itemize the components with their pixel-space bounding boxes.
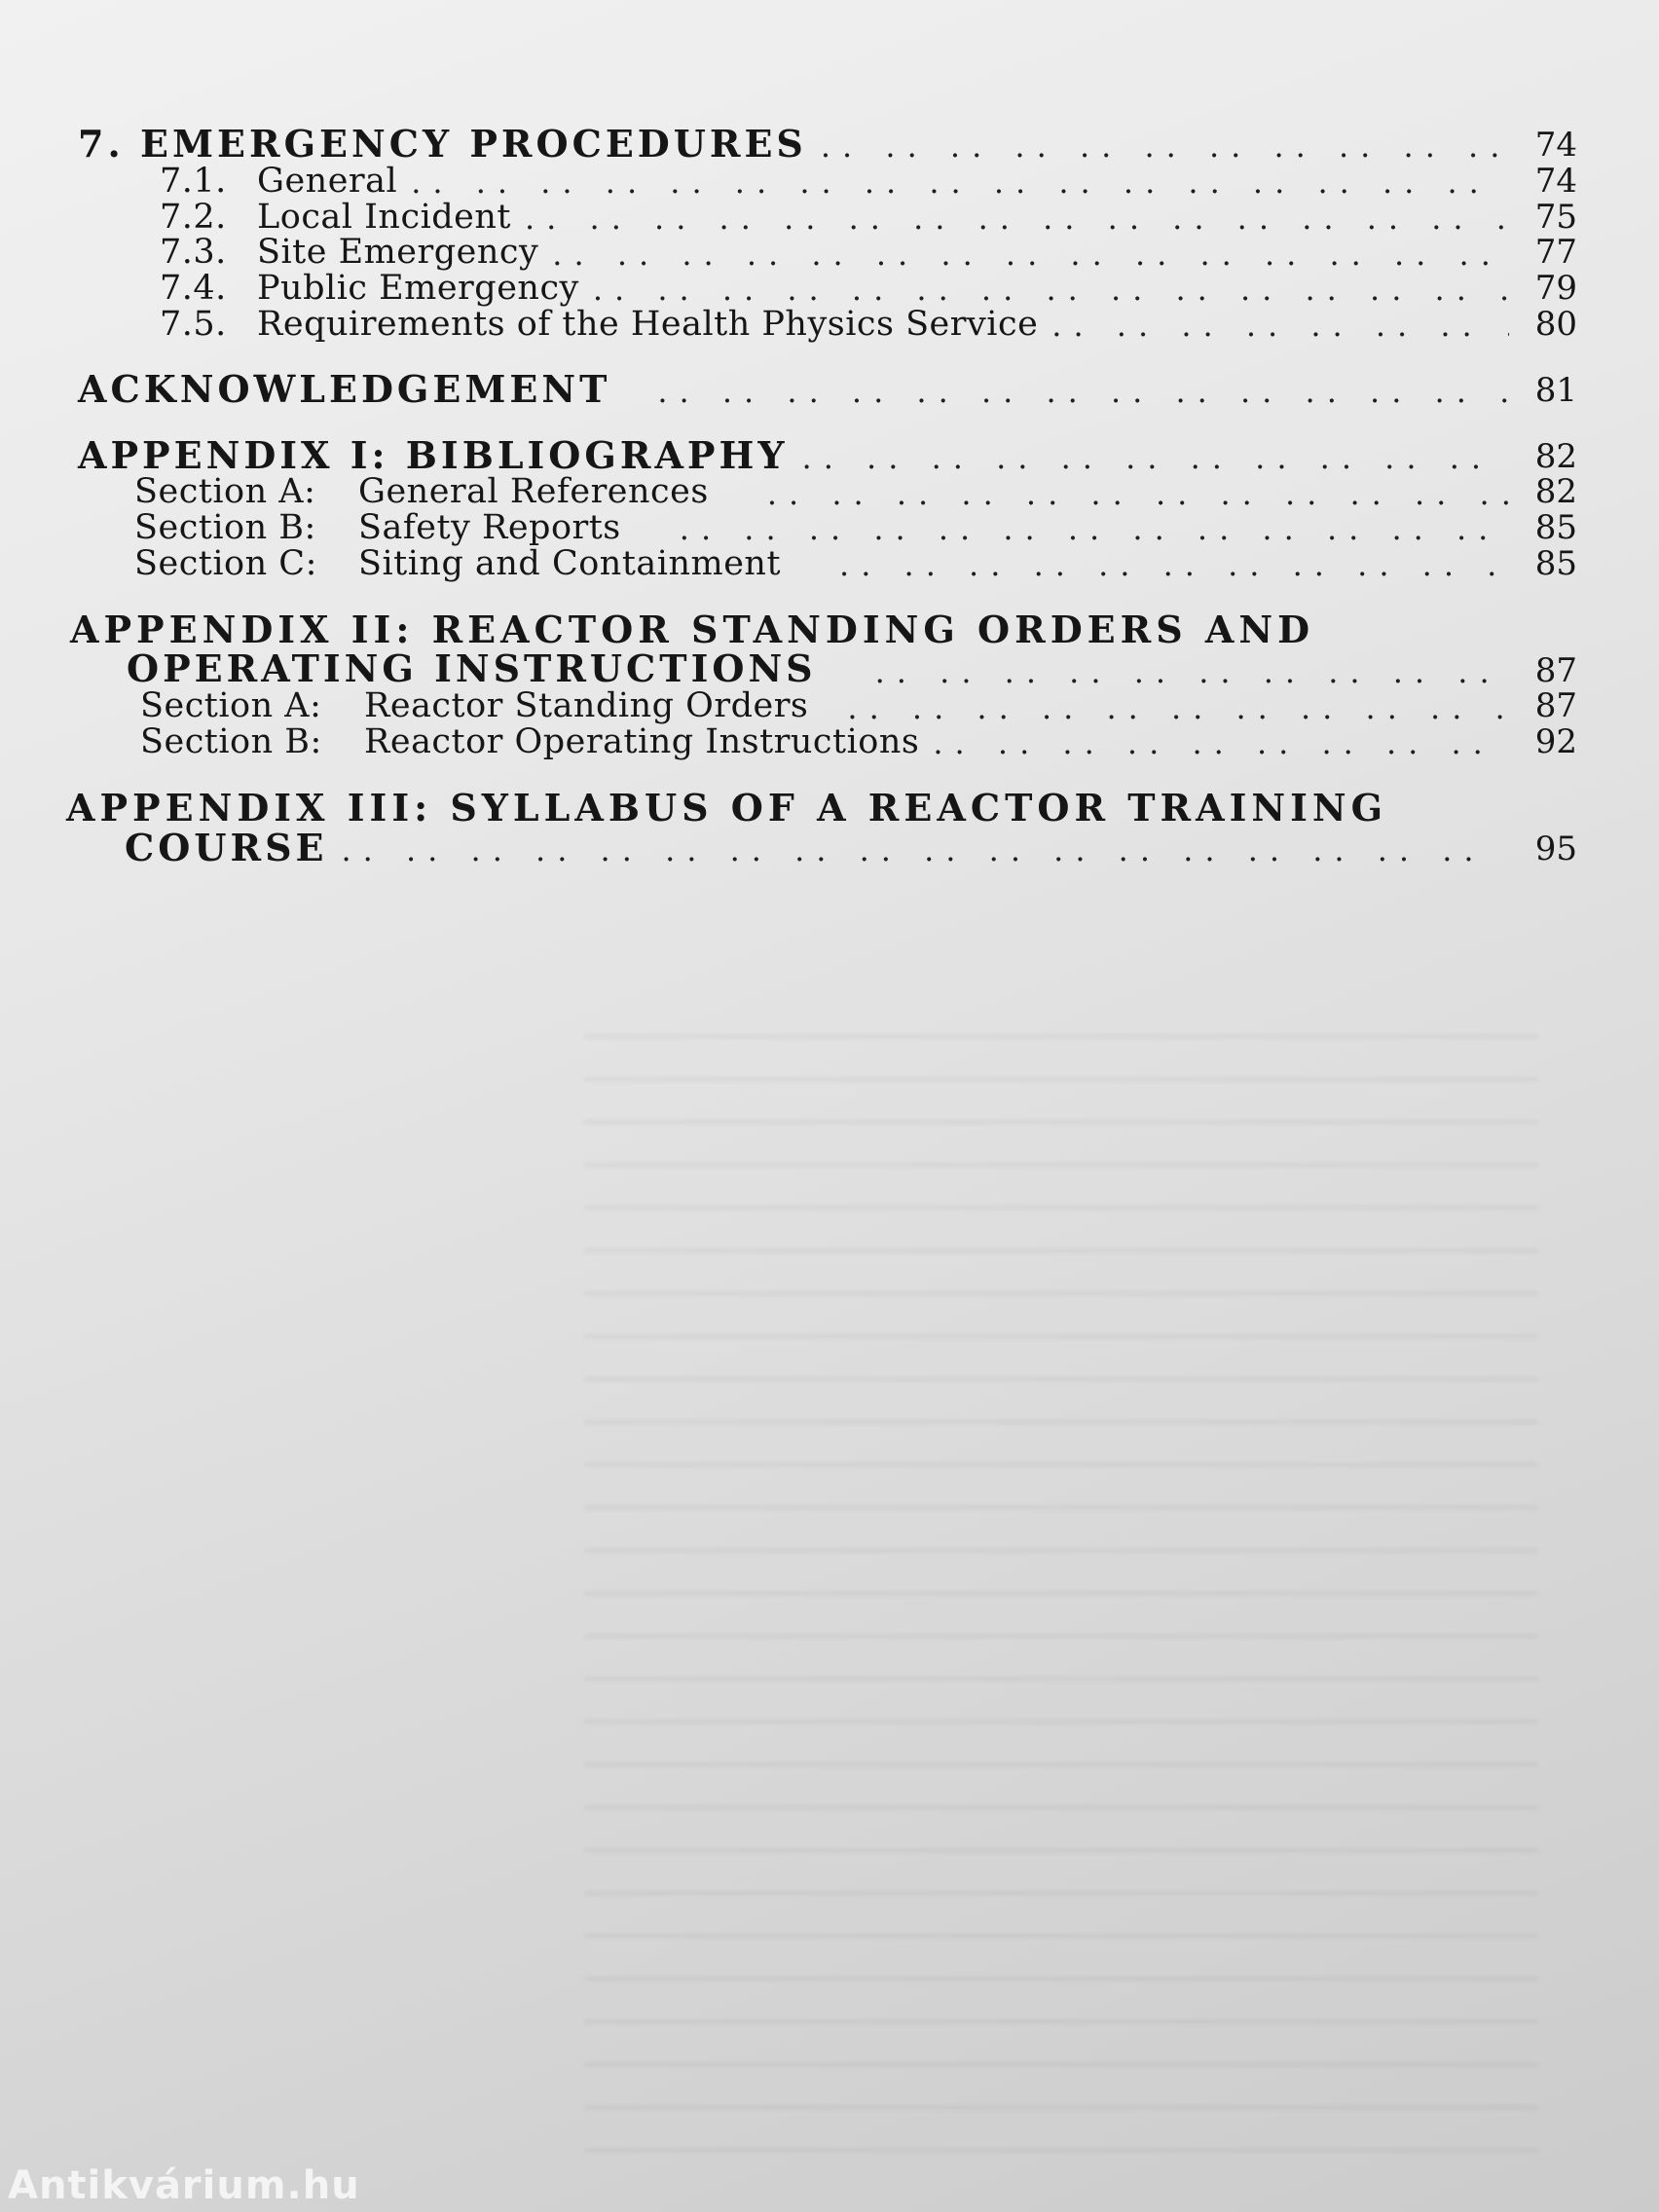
heading-title-line-1: APPENDIX II: REACTOR STANDING ORDERS AND	[70, 607, 1315, 651]
section-title: General References	[358, 472, 709, 512]
dot-leader	[1051, 310, 1509, 343]
page-number: 85	[1534, 508, 1577, 548]
section-label: Section C:	[134, 543, 317, 583]
section-number: 7.3.	[160, 233, 227, 273]
page-number: 74	[1534, 126, 1577, 166]
page-number: 81	[1534, 370, 1577, 410]
section-number: 7.4.	[160, 269, 227, 309]
toc-entry-appendix-1	[78, 432, 1577, 477]
heading-title: ACKNOWLEDGEMENT	[78, 366, 611, 411]
toc-entry-app2-section-b	[140, 724, 1577, 760]
dot-leader	[657, 376, 1509, 409]
watermark: Antikvárium.hu	[8, 2163, 360, 2208]
page-number: 80	[1534, 304, 1577, 344]
page-number: 79	[1534, 269, 1577, 309]
dot-leader	[680, 513, 1509, 546]
section-number: 7.1.	[160, 161, 227, 201]
page-number: 85	[1534, 543, 1577, 583]
toc-entry-7-2	[160, 197, 1577, 237]
section-label: Section B:	[134, 508, 316, 548]
heading-title-line-2: OPERATING INSTRUCTIONS	[127, 646, 817, 691]
toc-entry-app1-section-a	[134, 474, 1577, 510]
dot-leader	[821, 130, 1509, 164]
section-title: Reactor Operating Instructions	[364, 722, 920, 762]
dot-leader	[411, 166, 1509, 200]
section-label: Section B:	[140, 722, 322, 762]
dot-leader	[875, 656, 1509, 689]
page-number: 87	[1534, 686, 1577, 726]
toc-entry-7-4	[160, 271, 1577, 307]
section-title: Site Emergency	[257, 233, 539, 273]
heading-title-line-1: APPENDIX III: SYLLABUS OF A REACTOR TRAINING	[66, 785, 1388, 830]
dot-leader	[839, 549, 1509, 582]
toc-entry-appendix-2	[70, 607, 1577, 691]
heading-title-line-2: COURSE	[125, 825, 328, 869]
page-number: 74	[1534, 161, 1577, 201]
page-number: 82	[1534, 436, 1577, 476]
appendix-1-items	[78, 474, 1577, 581]
page-number: 75	[1534, 197, 1577, 237]
section-label: Section A:	[134, 472, 316, 512]
table-of-contents	[66, 122, 1577, 869]
page-number: 92	[1534, 722, 1577, 762]
toc-entry-app1-section-c	[134, 543, 1577, 583]
dot-leader	[767, 478, 1509, 511]
page-number: 77	[1534, 233, 1577, 273]
dot-leader	[933, 727, 1509, 760]
dot-leader	[593, 274, 1509, 307]
chapter-7-items	[78, 161, 1577, 344]
section-title: Safety Reports	[358, 508, 621, 548]
section-title: General	[257, 161, 398, 201]
toc-entry-acknowledgement	[78, 366, 1577, 411]
section-title: Reactor Standing Orders	[364, 686, 809, 726]
page-number: 87	[1534, 650, 1577, 690]
toc-entry-chapter-7	[78, 122, 1577, 166]
toc-entry-appendix-3	[66, 785, 1577, 869]
page-number: 95	[1534, 829, 1577, 868]
heading-title: APPENDIX I: BIBLIOGRAPHY	[78, 432, 789, 477]
chapter-number: 7.	[78, 122, 125, 166]
section-title: Public Emergency	[257, 269, 579, 309]
bleed-through-text	[584, 1032, 1538, 2152]
section-title: Requirements of the Health Physics Service	[257, 304, 1039, 344]
section-number: 7.2.	[160, 197, 227, 237]
toc-entry-7-5	[160, 304, 1577, 344]
toc-entry-app1-section-b	[134, 510, 1577, 546]
chapter-title: EMERGENCY PROCEDURES	[140, 122, 807, 166]
dot-leader	[552, 239, 1509, 272]
dot-leader	[802, 442, 1509, 475]
section-title: Local Incident	[257, 197, 511, 237]
section-number: 7.5.	[160, 304, 227, 344]
section-title: Siting and Containment	[358, 543, 782, 583]
section-label: Section A:	[140, 686, 322, 726]
toc-entry-app2-section-a	[140, 688, 1577, 724]
toc-entry-7-1	[160, 161, 1577, 201]
dot-leader	[525, 203, 1509, 236]
dot-leader	[847, 692, 1509, 725]
dot-leader	[341, 834, 1509, 867]
toc-entry-7-3	[160, 235, 1577, 271]
appendix-2-items	[78, 688, 1577, 760]
page-number: 82	[1534, 472, 1577, 512]
